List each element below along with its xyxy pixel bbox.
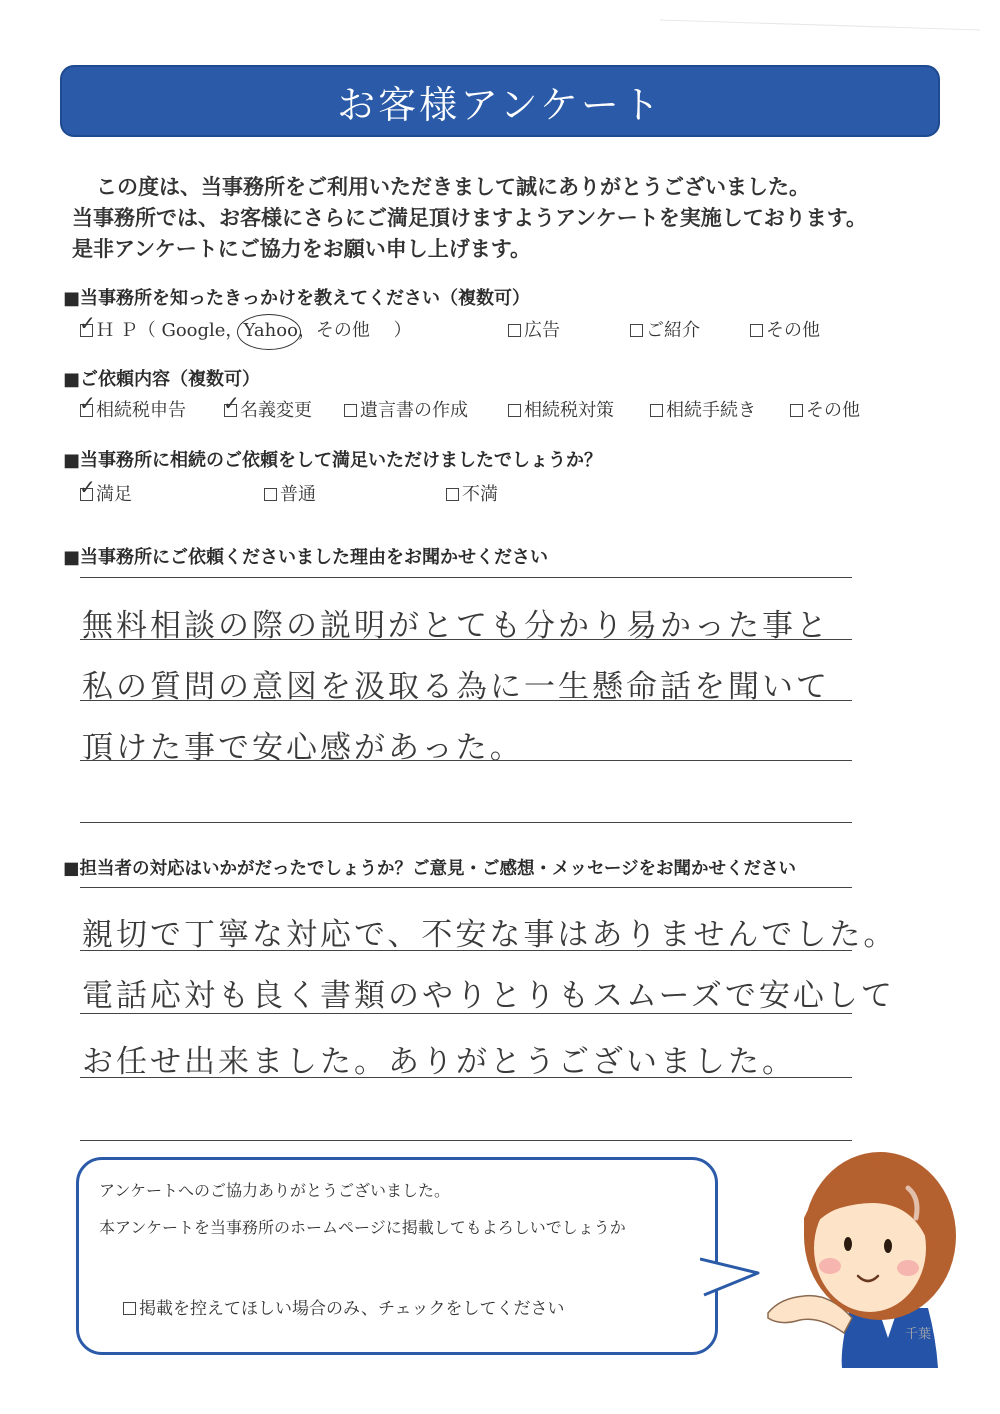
check-mark-icon: ✓ — [79, 391, 96, 415]
right-eye — [884, 1239, 892, 1253]
intro-line: この度は、当事務所をご利用いただきまして誠にありがとうございました。 — [96, 175, 810, 199]
q3-options — [79, 475, 880, 506]
q5-answer-line: 親切で丁寧な対応で、不安な事はありませんでした。 — [82, 917, 898, 953]
closing-thanks: アンケートへのご協力ありがとうございました。 — [99, 1181, 451, 1200]
option-label: Ｈ Ｐ（ Google， — [96, 320, 244, 341]
scan-artifact — [660, 0, 980, 40]
option-name-change[interactable] — [223, 391, 312, 422]
checkbox[interactable] — [508, 404, 521, 417]
option-normal[interactable] — [264, 480, 316, 506]
option-label: その他 — [766, 320, 820, 341]
yahoo-label — [243, 320, 297, 341]
opt-out-label: 掲載を控えてほしい場合のみ、チェックをしてください — [139, 1299, 565, 1319]
q2-heading: ■ご依頼内容（複数可） — [63, 369, 261, 390]
check-mark-icon: ✓ — [79, 475, 96, 499]
checkbox[interactable] — [123, 1302, 136, 1315]
q2-options — [79, 391, 880, 422]
checkbox[interactable] — [264, 488, 277, 501]
closing-speech-bubble — [76, 1157, 718, 1355]
q4-heading: ■当事務所にご依頼くださいました理由をお聞かせください — [63, 547, 549, 568]
closing-question: 本アンケートを当事務所のホームページに掲載してもよろしいでしょうか — [99, 1218, 626, 1237]
checkbox[interactable] — [344, 404, 357, 417]
option-inheritance-tax-return[interactable] — [79, 391, 186, 422]
q1-heading: ■当事務所を知ったきっかけを教えてください（複数可） — [63, 288, 531, 309]
option-label: 普通 — [280, 484, 316, 505]
option-label: 不満 — [462, 484, 498, 505]
checkbox[interactable] — [79, 475, 96, 501]
circle-mark — [237, 314, 301, 350]
intro-line: 当事務所では、お客様にさらにご満足頂けますようアンケートを実施しております。 — [72, 206, 868, 230]
check-mark-icon: ✓ — [223, 391, 240, 415]
opt-out-option[interactable] — [123, 1294, 565, 1319]
option-label: ，その他 ） — [297, 320, 412, 341]
answer-line — [80, 822, 852, 823]
option-label: その他 — [806, 400, 860, 421]
option-label: 相続手続き — [666, 400, 756, 421]
option-label: 名義変更 — [240, 400, 312, 421]
checkbox[interactable] — [750, 324, 763, 337]
intro-text — [72, 172, 952, 265]
option-other[interactable] — [750, 316, 820, 342]
checkbox[interactable] — [650, 404, 663, 417]
q1-options — [79, 311, 880, 342]
left-eye — [844, 1237, 852, 1251]
page-title: お客様アンケート — [337, 82, 663, 127]
checkbox[interactable] — [508, 324, 521, 337]
option-procedures[interactable] — [650, 396, 756, 422]
option-other[interactable] — [790, 396, 860, 422]
option-hp[interactable] — [79, 311, 412, 342]
option-tax-planning[interactable] — [508, 396, 614, 422]
option-label: 相続税申告 — [96, 400, 186, 421]
checkbox[interactable] — [790, 404, 803, 417]
option-label: 広告 — [524, 320, 560, 341]
q4-answer-line: 私の質問の意図を汲取る為に一生懸命話を聞いて — [82, 669, 830, 705]
bubble-tail — [700, 1255, 762, 1305]
checkbox[interactable] — [223, 391, 240, 417]
right-cheek — [897, 1260, 919, 1276]
option-ad[interactable] — [508, 316, 560, 342]
answer-line — [80, 577, 852, 578]
answer-line — [80, 1140, 852, 1141]
left-cheek — [819, 1258, 841, 1274]
option-dissatisfied[interactable] — [446, 480, 498, 506]
q5-answer-line: お任せ出来ました。ありがとうございました。 — [82, 1044, 796, 1080]
checkbox[interactable] — [79, 391, 96, 417]
check-mark-icon: ✓ — [79, 311, 96, 335]
option-label: 遺言書の作成 — [360, 400, 468, 421]
checkbox[interactable] — [79, 311, 96, 337]
title-banner — [60, 65, 940, 137]
option-will[interactable] — [344, 396, 468, 422]
q5-heading: ■担当者の対応はいかがだったでしょうか？ご意見・ご感想・メッセージをお聞かせください — [63, 859, 796, 879]
option-label: 相続税対策 — [524, 400, 614, 421]
option-satisfied[interactable] — [79, 475, 132, 506]
q5-answer-line: 電話応対も良く書類のやりとりもスムーズで安心して — [82, 978, 895, 1014]
option-label: ご紹介 — [646, 320, 700, 341]
signature: 千葉 — [905, 1327, 932, 1342]
q4-answer-line: 無料相談の際の説明がとても分かり易かった事と — [82, 608, 830, 644]
yahoo-text: Yahoo — [243, 320, 298, 341]
q3-heading: ■当事務所に相続のご依頼をして満足いただけましたでしょうか？ — [63, 450, 603, 471]
checkbox[interactable] — [446, 488, 459, 501]
answer-line — [80, 887, 852, 888]
q4-answer-line: 頂けた事で安心感があった。 — [82, 730, 524, 766]
option-referral[interactable] — [630, 316, 700, 342]
checkbox[interactable] — [630, 324, 643, 337]
option-label: 満足 — [96, 484, 132, 505]
intro-line: 是非アンケートにご協力をお願い申し上げます。 — [72, 237, 532, 261]
